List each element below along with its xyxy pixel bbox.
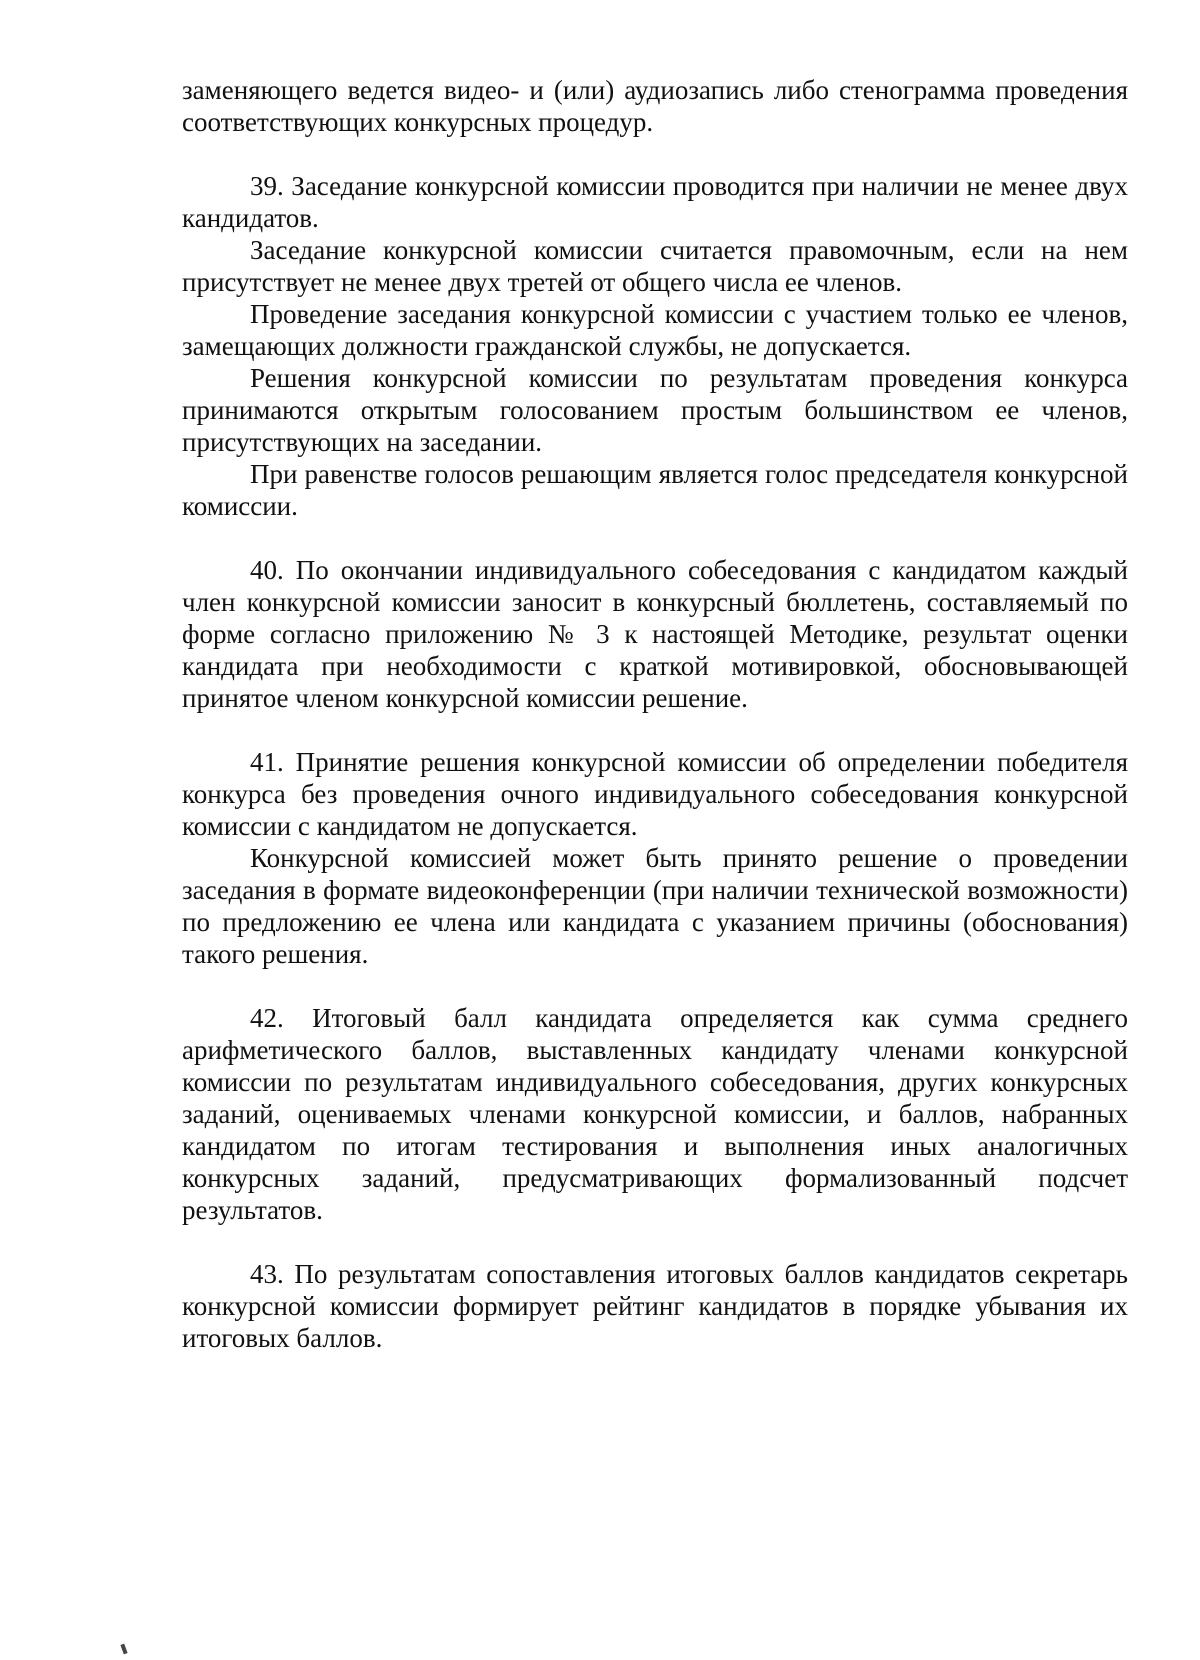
paragraph-39-decisions: Решения конкурсной комиссии по результатам проведения конкурса принимаются открытым голосованием простым большинством ее членов, присутствующих на заседании. — [182, 363, 1128, 457]
paragraph-39-quorum: Заседание конкурсной комиссии считается правомочным, если на нем присутствует не менее двух третей от общего числа ее членов. — [182, 235, 1128, 297]
paragraph-43: 43. По результатам сопоставления итоговых баллов кандидатов секретарь конкурсной комиссии формирует рейтинг кандидатов в порядке убывания их итоговых баллов. — [182, 1259, 1128, 1353]
paragraph-41-videoconference: Конкурсной комиссией может быть принято решение о проведении заседания в формате видеоконференции (при наличии технической возможности) по предложению ее члена или кандидата с указанием причины (обоснования) такого решения. — [182, 843, 1128, 969]
paragraph-39-members-only: Проведение заседания конкурсной комиссии с участием только ее членов, замещающих должности гражданской службы, не допускается. — [182, 299, 1128, 361]
paragraph-41: 41. Принятие решения конкурсной комиссии об определении победителя конкурса без проведения очного индивидуального собеседования конкурсной комиссии с кандидатом не допускается. — [182, 747, 1128, 841]
document-body — [182, 74, 1128, 1354]
paragraph-42: 42. Итоговый балл кандидата определяется как сумма среднего арифметического баллов, выставленных кандидату членами конкурсной комиссии по результатам индивидуального собеседования, других конкурсных заданий, оцениваемых членами конкурсной комиссии, и баллов, набранных кандидатом по итогам тестирования и выполнения иных аналогичных конкурсных заданий, предусматривающих формализованный подсчет результатов. — [182, 1003, 1128, 1225]
scan-artifact-mark — [120, 1644, 127, 1655]
paragraph-40: 40. По окончании индивидуального собеседования с кандидатом каждый член конкурсной комиссии заносит в конкурсный бюллетень, составляемый по форме согласно приложению № 3 к настоящей Методике, результат оценки кандидата при необходимости с краткой мотивировкой, обосновывающей принятое членом конкурсной комиссии решение. — [182, 555, 1128, 713]
paragraph-39: 39. Заседание конкурсной комиссии проводится при наличии не менее двух кандидатов. — [182, 171, 1128, 233]
paragraph-continuation: заменяющего ведется видео- и (или) аудиозапись либо стенограмма проведения соответствующих конкурсных процедур. — [182, 75, 1128, 137]
paragraph-39-tie-vote: При равенстве голосов решающим является голос председателя конкурсной комиссии. — [182, 459, 1128, 521]
